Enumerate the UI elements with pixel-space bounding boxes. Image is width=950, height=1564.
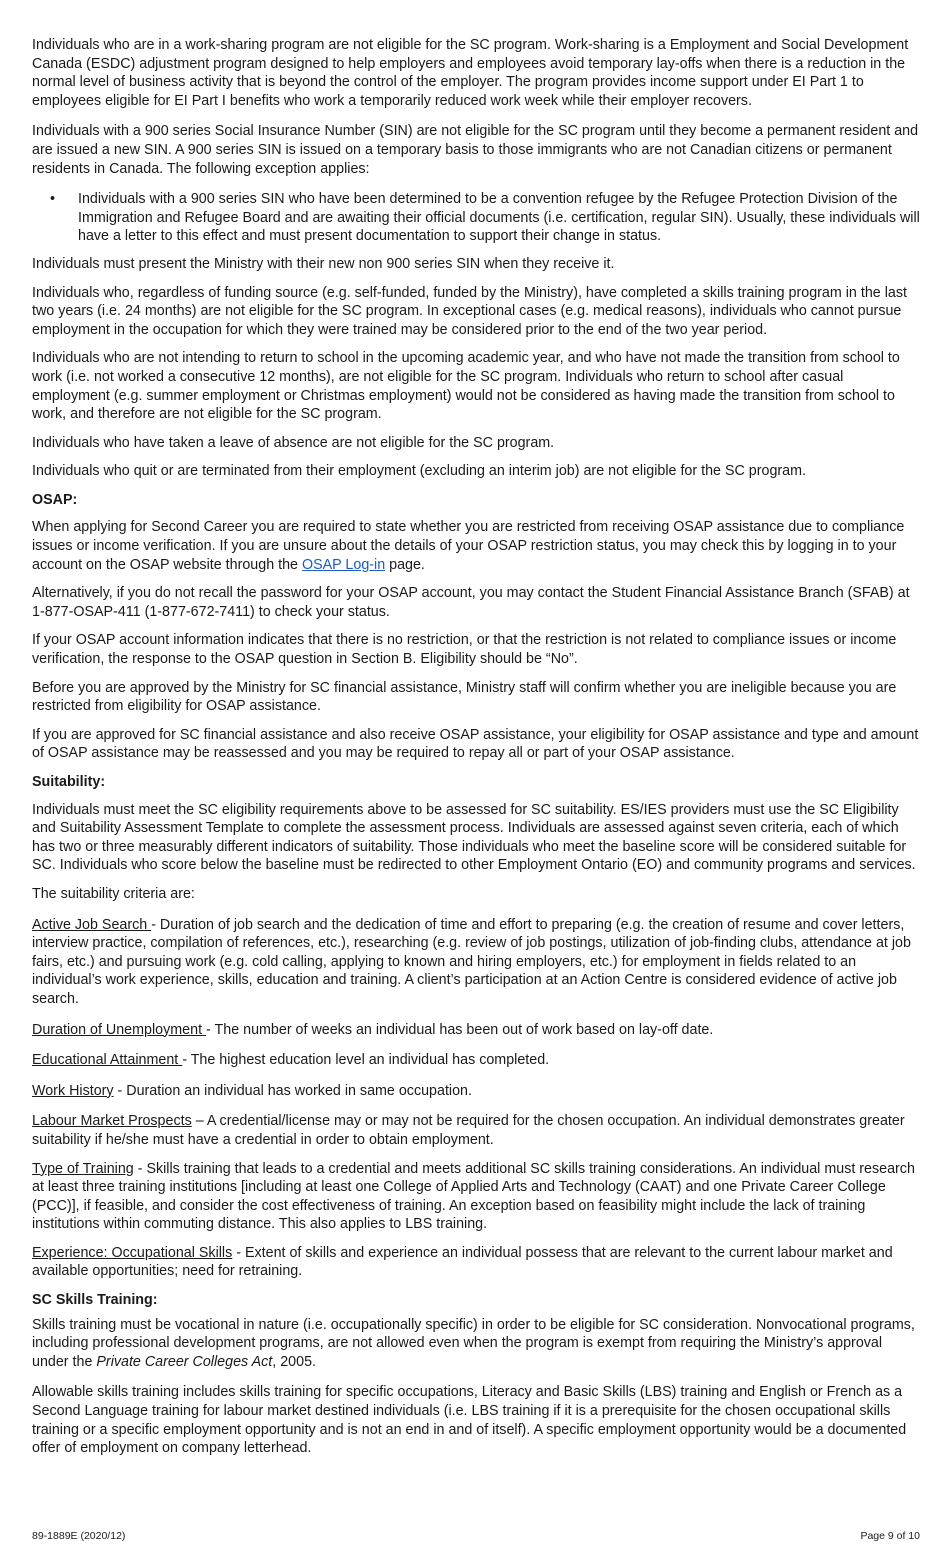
criterion-duration-unemployment (32, 1021, 920, 1040)
school-transition-paragraph: Individuals who are not intending to return to school in the upcoming academic year, and who have not made the transition from school to work (i.e. not worked a consecutive 12 months), are not eligible for the SC program. Individuals who return to school after casual employment (e.g. summer employment or Christmas employment) would not be considered as having made the transition from school to work, and therefore are not eligible for the SC program. (32, 350, 900, 423)
page-number: Page 9 of 10 (860, 1530, 920, 1542)
osap-text-after: page. (385, 556, 425, 573)
skills-training-completed-paragraph: Individuals who, regardless of funding source (e.g. self-funded, funded by the Ministry), have completed a skills training program in the last two years (i.e. 24 months) are not eligible for the SC program. In exceptional cases (e.g. medical reasons), individuals who cannot pursue employment in the occupation for which they were trained may be considered prior to the end of the two year period. (32, 284, 907, 338)
osap-ministry-confirm-paragraph: Before you are approved by the Ministry for SC financial assistance, Ministry staff will confirm whether you are ineligible because you are restricted from eligibility for OSAP assistance. (32, 679, 897, 715)
criterion-description: - Extent of skills and experience an individual possess that are relevant to the current labour market and available opportunities; need for retraining. (32, 1244, 893, 1280)
criterion-occupational-skills (32, 1244, 920, 1281)
criterion-term: Type of Training (32, 1160, 134, 1177)
document-body (32, 36, 920, 1468)
osap-restriction-paragraph (32, 518, 920, 574)
osap-heading: OSAP: (32, 491, 78, 508)
page-footer (32, 1530, 920, 1542)
criterion-description: - The highest education level an individual has completed. (182, 1052, 550, 1069)
osap-no-restriction-paragraph: If your OSAP account information indicates that there is no restriction, or that the restriction is not related to compliance issues or income verification, the response to the OSAP question in Section B. Eligibility should be “No”. (32, 632, 897, 668)
criterion-term: Labour Market Prospects (32, 1113, 192, 1130)
act-name: Private Career Colleges Act (96, 1353, 273, 1370)
work-sharing-paragraph: Individuals who are in a work-sharing program are not eligible for the SC program. Work-sharing is a Employment and Social Development Canada (ESDC) adjustment program designed to help employers and employees avoid temporary lay-offs when there is a reduction in the normal level of business activity that is beyond the control of the employer. The program provides income support under EI Part 1 to employees eligible for EI Part I benefits who work a temporarily reduced work week while their employer recovers. (32, 37, 909, 109)
vocational-text-after: , 2005. (272, 1353, 316, 1370)
osap-text-before: When applying for Second Career you are required to state whether you are restricted from receiving OSAP assistance due to compliance issues or income verification. If you are unsure about the details of your OSAP restriction status, you may check this by logging in to your account on the OSAP website through the (32, 519, 905, 573)
criterion-labour-market-prospects (32, 1112, 920, 1149)
suitability-paragraph: Individuals must meet the SC eligibility requirements above to be assessed for SC suitability. ES/IES providers must use the SC Eligibility and Suitability Assessment Template to complete the assessment process. Individuals are assessed against seven criteria, each of which has two or three measurably different indicators of suitability. Those individuals who meet the baseline score will be considered suitable for SC. Individuals who score below the baseline must be redirected to other Employment Ontario (EO) and community programs and services. (32, 801, 916, 874)
criterion-active-job-search (32, 916, 920, 1009)
quit-terminated-paragraph: Individuals who quit or are terminated from their employment (excluding an interim job) are not eligible for the SC program. (32, 463, 806, 480)
osap-reassess-paragraph: If you are approved for SC financial assistance and also receive OSAP assistance, your eligibility for OSAP assistance and type and amount of OSAP assistance may be reassessed and you may be required to repay all or part of your OSAP assistance. (32, 726, 919, 762)
allowable-training-paragraph: Allowable skills training includes skills training for specific occupations, Literacy and Basic Skills (LBS) training and English or French as a Second Language training for labour market destined individuals (i.e. LBS training if it is a prerequisite for the chosen occupational skills training or a specific employment opportunity and is not an end in and of itself). A specific employment opportunity would be a documented offer of employment on company letterhead. (32, 1384, 907, 1457)
refugee-exception-text: Individuals with a 900 series SIN who have been determined to be a convention refugee by the Refugee Protection Division of the Immigration and Refugee Board and are awaiting their official documents (i.e. certification, regular SIN). Usually, these individuals will have a letter to this effect and must present documentation to support their change in status. (78, 191, 920, 245)
bullet-icon: • (50, 191, 56, 208)
criterion-term: Active Job Search (32, 916, 152, 933)
sc-skills-training-heading: SC Skills Training: (32, 1292, 158, 1309)
criterion-type-of-training (32, 1160, 920, 1234)
form-number: 89-1889E (2020/12) (32, 1530, 126, 1542)
criterion-work-history (32, 1082, 920, 1101)
vocational-paragraph (32, 1316, 920, 1372)
leave-of-absence-paragraph: Individuals who have taken a leave of absence are not eligible for the SC program. (32, 434, 555, 451)
vocational-text-before: Skills training must be vocational in nature (i.e. occupationally specific) in order to be eligible for SC consideration. Nonvocational programs, including professional development programs, are not allowed even when the program is exempt from requiring the Ministry’s approval under the (32, 1316, 915, 1370)
criterion-description: - Duration an individual has worked in same occupation. (113, 1082, 472, 1099)
new-sin-paragraph: Individuals must present the Ministry with their new non 900 series SIN when they receive it. (32, 255, 615, 272)
suitability-criteria-intro: The suitability criteria are: (32, 885, 195, 902)
criterion-educational-attainment (32, 1051, 920, 1070)
osap-login-link[interactable]: OSAP Log-in (301, 556, 386, 573)
criterion-description: - Duration of job search and the dedication of time and effort to preparing (e.g. the creation of resume and cover letters, interview practice, compilation of references, etc.), researching (e.g. review of job postings, utilization of job-finding clubs, attendance at job fairs, etc.) and pursuing work (e.g. cold calling, applying to known and hiring employers, etc.) for employment in fields related to an individual’s work experience, skills, education and training. A client’s participation at an Action Centre is considered evidence of active job search. (32, 916, 911, 1007)
list-item (32, 190, 920, 246)
osap-password-paragraph: Alternatively, if you do not recall the password for your OSAP account, you may contact the Student Financial Assistance Branch (SFAB) at 1-877-OSAP-411 (1-877-672-7411) to check your status. (32, 585, 910, 620)
criterion-term: Educational Attainment (32, 1052, 183, 1069)
suitability-heading: Suitability: (32, 774, 106, 790)
criterion-description: - Skills training that leads to a credential and meets additional SC skills training considerations. An individual must research at least three training institutions [including at least one College of Applied Arts and Technology (CAAT) and one Private Career College (PCC)], if feasible, and consider the cost effectiveness of training. An exception based on feasibility might include the lack of training institutions within commuting distance. This also applies to LBS training. (32, 1160, 915, 1233)
criterion-term: Work History (32, 1082, 114, 1099)
sin-900-paragraph: Individuals with a 900 series Social Insurance Number (SIN) are not eligible for the SC program until they become a permanent resident and are issued a new SIN. A 900 series SIN is issued on a temporary basis to those immigrants who are not Canadian citizens or permanent residents in Canada. The following exception applies: (32, 123, 919, 177)
criterion-term: Experience: Occupational Skills (32, 1244, 233, 1261)
criterion-description: – A credential/license may or may not be required for the chosen occupation. An individual demonstrates greater suitability if he/she must have a credential in order to obtain employment. (32, 1113, 905, 1148)
criterion-term: Duration of Unemployment (32, 1021, 207, 1038)
criterion-description: - The number of weeks an individual has been out of work based on lay-off date. (206, 1021, 714, 1038)
